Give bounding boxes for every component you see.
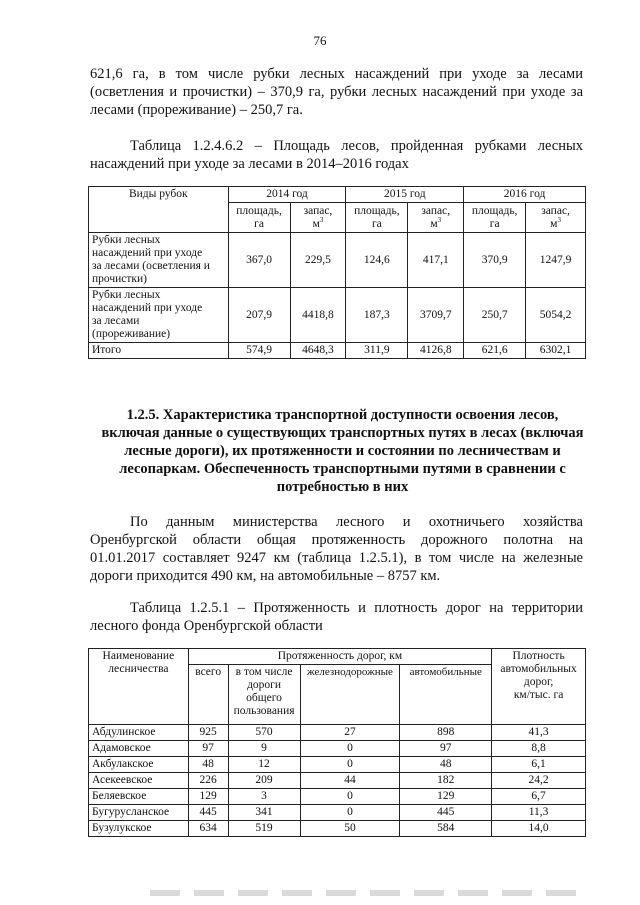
row-label: Рубки лесных насаждений при уходе за лесами (осветления и прочистки) [89,233,229,288]
header-year: 2014 год [228,187,346,203]
row-label: Бугурусланское [89,805,189,821]
section-heading [80,406,605,496]
subheader-area: площадь, га [228,203,290,233]
scan-artifact [150,890,580,896]
table-row [89,288,586,343]
cell: 445 [188,805,228,821]
header-forestry: Наименование лесничества [89,649,189,725]
caption-line: насаждений при уходе за лесами в 2014–2016 годах [90,156,409,172]
table-row [89,773,586,789]
cell: 250,7 [464,288,526,343]
cell: 3 [228,789,300,805]
cell: 925 [188,725,228,741]
subheader-stock: запас, $м^3$ [290,203,346,233]
cell: 129 [188,789,228,805]
cell: 621,6 [464,343,526,359]
cell: 12 [228,757,300,773]
heading-line: 1.2.5. Характеристика транспортной доступности освоения лесов, [126,407,559,423]
cell: 209 [228,773,300,789]
caption-line: Таблица 1.2.4.6.2 – Площадь лесов, пройденная рубками лесных [130,138,583,154]
cell: 0 [300,789,400,805]
cell: 6302,1 [526,343,586,359]
cell: 97 [188,741,228,757]
header-cut-type: Виды рубок [89,187,229,233]
cell: 9 [228,741,300,757]
cell: 4126,8 [408,343,464,359]
cell: 367,0 [228,233,290,288]
subheader-stock: запас, $м^3$ [526,203,586,233]
cell: 41,3 [492,725,586,741]
cell: 97 [400,741,492,757]
cell: 0 [300,757,400,773]
cell: 370,9 [464,233,526,288]
row-label: Адамовское [89,741,189,757]
cell: 11,3 [492,805,586,821]
page-number: 76 [313,33,327,48]
header-railway: железнодорожные [300,665,400,725]
table-row [89,757,586,773]
row-label: Беляевское [89,789,189,805]
table-row [89,805,586,821]
cell: 187,3 [346,288,408,343]
body-line: дороги приходится 490 км, на автомобильные – 8757 км. [90,568,441,584]
caption-line: Таблица 1.2.5.1 – Протяженность и плотность дорог на территории [130,600,583,616]
row-label: Асекеевское [89,773,189,789]
row-label: Акбулакское [89,757,189,773]
caption-line: лесного фонда Оренбургской области [90,618,323,634]
cell: 898 [400,725,492,741]
row-label: Рубки лесных насаждений при уходе за лесами (прореживание) [89,288,229,343]
header-year: 2015 год [346,187,464,203]
cell: 124,6 [346,233,408,288]
cell: 48 [400,757,492,773]
cell: 445 [400,805,492,821]
body-line: 01.01.2017 составляет 9247 км (таблица 1.2.5.1), в том числе на железные [90,550,583,566]
roads-table [88,648,586,837]
cuttings-table [88,186,586,359]
table-row [89,789,586,805]
cell: 341 [228,805,300,821]
cell: 182 [400,773,492,789]
table-row-total [89,343,586,359]
header-auto: автомобильные [400,665,492,725]
cell: 584 [400,821,492,837]
cell: 129 [400,789,492,805]
cell: 229,5 [290,233,346,288]
cell: 570 [228,725,300,741]
cell: 8,8 [492,741,586,757]
intro-paragraph [90,65,583,119]
cell: 417,1 [408,233,464,288]
table-row [89,725,586,741]
cell: 226 [188,773,228,789]
cell: 634 [188,821,228,837]
body-paragraph [90,513,583,585]
heading-line: включая данные о существующих транспортных путях в лесах (включая [101,425,584,441]
cell: 5054,2 [526,288,586,343]
heading-line: лесные дороги), их протяженности и состоянии по лесничествам и [124,443,561,459]
header-public: в том числе дороги общего пользования [228,665,300,725]
subheader-stock: запас, $м^3$ [408,203,464,233]
subheader-area: площадь, га [346,203,408,233]
header-year: 2016 год [464,187,586,203]
intro-line: лесами (прореживание) – 250,7 га. [90,102,303,118]
intro-line: 621,6 га, в том числе рубки лесных насаждений при уходе за лесами [90,66,583,82]
body-line: Оренбургской области общая протяженность дорожного полотна на [90,532,583,548]
cell: 48 [188,757,228,773]
table-row [89,233,586,288]
cell: 3709,7 [408,288,464,343]
heading-line: потребностью в них [276,479,409,495]
cell: 6,1 [492,757,586,773]
cell: 44 [300,773,400,789]
table-row [89,821,586,837]
table1-caption [90,137,583,173]
cell: 0 [300,741,400,757]
header-road-length: Протяженность дорог, км [188,649,491,665]
cell: 14,0 [492,821,586,837]
cell: 24,2 [492,773,586,789]
cell: 4648,3 [290,343,346,359]
heading-line: лесопаркам. Обеспеченность транспортными путями в сравнении с [119,461,566,477]
cell: 50 [300,821,400,837]
cell: 519 [228,821,300,837]
row-label: Абдулинское [89,725,189,741]
cell: 27 [300,725,400,741]
cell: 0 [300,805,400,821]
intro-line: (осветления и прочистки) – 370,9 га, рубки лесных насаждений при уходе за [90,84,583,100]
table2-caption [90,599,583,635]
cell: 207,9 [228,288,290,343]
cell: 4418,8 [290,288,346,343]
header-density: Плотность автомобильных дорог, км/тыс. га [492,649,586,725]
cell: 574,9 [228,343,290,359]
body-line: По данным министерства лесного и охотничьего хозяйства [130,514,583,530]
subheader-area: площадь, га [464,203,526,233]
row-label: Итого [89,343,229,359]
row-label: Бузулукское [89,821,189,837]
cell: 1247,9 [526,233,586,288]
cell: 311,9 [346,343,408,359]
table-row [89,741,586,757]
header-total: всего [188,665,228,725]
cell: 6,7 [492,789,586,805]
